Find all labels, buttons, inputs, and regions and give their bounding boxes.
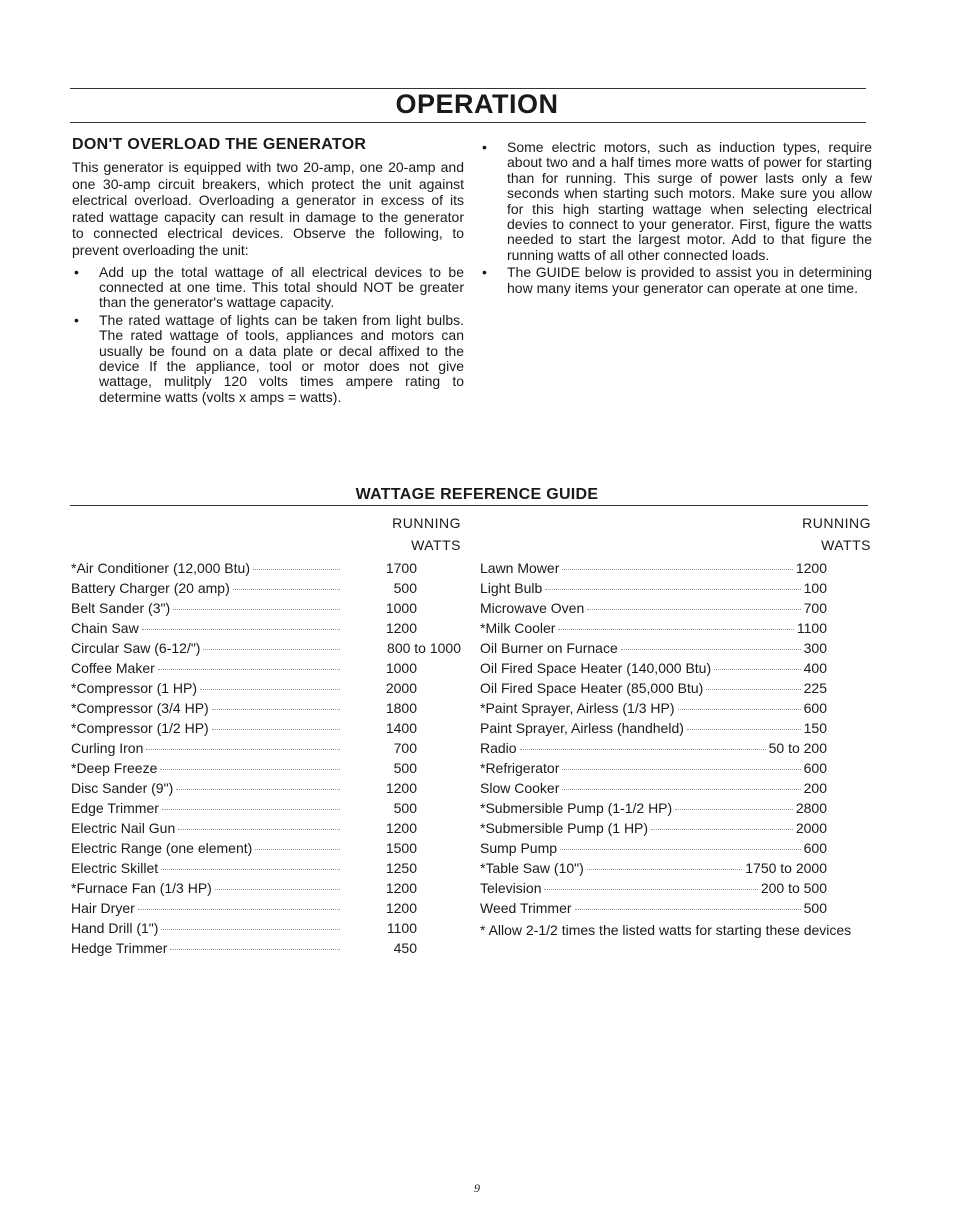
table-row	[480, 600, 871, 620]
table-row	[71, 560, 461, 580]
table-row	[71, 700, 461, 720]
dot-leader	[176, 789, 340, 790]
table-row	[71, 640, 461, 660]
item-watts: 500	[803, 900, 827, 916]
item-watts: 2000	[385, 680, 417, 696]
table-row	[480, 640, 871, 660]
item-watts: 500	[393, 800, 417, 816]
item-watts: 1250	[385, 860, 417, 876]
dot-leader	[678, 709, 801, 710]
item-name: Curling Iron	[71, 740, 144, 756]
item-name: Electric Range (one element)	[71, 840, 253, 856]
guide-title: WATTAGE REFERENCE GUIDE	[355, 486, 599, 503]
table-row	[71, 620, 461, 640]
table-row	[480, 780, 871, 800]
item-name: Paint Sprayer, Airless (handheld)	[480, 720, 684, 736]
item-watts: 300	[803, 640, 827, 656]
dot-leader	[714, 669, 801, 670]
item-watts: 450	[393, 940, 417, 956]
item-watts: 500	[393, 760, 417, 776]
item-name: Microwave Oven	[480, 600, 585, 616]
dot-leader	[520, 749, 766, 750]
item-watts: 1750 to 2000	[745, 860, 827, 876]
list-item: • Add up the total wattage of all electrical devices to be connected at one time. This total should NOT be greater than the generator's wattage capacity.	[74, 263, 464, 311]
dot-leader	[173, 609, 340, 610]
item-name: Chain Saw	[71, 620, 139, 636]
starting-note: * Allow 2-1/2 times the listed watts for starting these devices	[480, 922, 852, 938]
list-item: • The GUIDE below is provided to assist you in determining how many items your generator can operate at one time.	[482, 264, 872, 296]
item-watts: 1200	[795, 560, 827, 576]
wattage-table-right	[480, 512, 871, 939]
left-column	[72, 136, 464, 407]
column-header-running: RUNNING	[392, 515, 461, 531]
dot-leader	[587, 869, 742, 870]
dot-leader	[575, 909, 801, 910]
dot-leader	[161, 929, 340, 930]
item-name: Edge Trimmer	[71, 800, 159, 816]
item-name: Weed Trimmer	[480, 900, 572, 916]
dot-leader	[138, 909, 340, 910]
item-name: Hedge Trimmer	[71, 940, 168, 956]
item-name: *Refrigerator	[480, 760, 560, 776]
dot-leader	[706, 689, 800, 690]
table-row	[480, 620, 871, 640]
item-watts: 1200	[385, 780, 417, 796]
item-name: Battery Charger (20 amp)	[71, 580, 230, 596]
item-name: Slow Cooker	[480, 780, 560, 796]
right-bullet-list	[480, 140, 872, 296]
column-header-watts: WATTS	[821, 537, 871, 553]
right-rows	[480, 560, 871, 920]
bullet-icon: •	[74, 311, 79, 328]
dot-leader	[161, 869, 340, 870]
dot-leader	[253, 569, 340, 570]
dot-leader	[255, 849, 340, 850]
dot-leader	[651, 829, 793, 830]
dot-leader	[545, 589, 800, 590]
item-name: *Submersible Pump (1-1/2 HP)	[480, 800, 673, 816]
table-row	[71, 660, 461, 680]
item-name: Electric Skillet	[71, 860, 159, 876]
dot-leader	[158, 669, 340, 670]
dot-leader	[178, 829, 340, 830]
list-item: • The rated wattage of lights can be taken from light bulbs. The rated wattage of tools, appliances and motors can usually be found on a data plate or decal affixed to the device If the appliance, tool or motor does not give wattage, mulitply 120 volts times ampere rating to determine watts (volts x amps = watts).	[74, 311, 464, 405]
table-row	[480, 740, 871, 760]
item-watts: 700	[803, 600, 827, 616]
table-row	[480, 900, 871, 920]
table-row	[480, 840, 871, 860]
section-heading: DON'T OVERLOAD THE GENERATOR	[72, 136, 367, 153]
dot-leader	[621, 649, 801, 650]
item-name: Hand Drill (1")	[71, 920, 159, 936]
dot-leader	[162, 809, 340, 810]
item-watts: 2000	[795, 820, 827, 836]
item-watts: 1200	[385, 900, 417, 916]
table-row	[71, 600, 461, 620]
right-column	[480, 140, 872, 298]
table-row	[71, 740, 461, 760]
title-rule	[70, 122, 866, 123]
dot-leader	[203, 649, 340, 650]
item-watts: 1000	[385, 660, 417, 676]
item-watts: 50 to 200	[768, 740, 827, 756]
item-watts: 600	[803, 760, 827, 776]
table-row	[480, 560, 871, 580]
item-name: *Compressor (1/2 HP)	[71, 720, 209, 736]
item-watts: 700	[393, 740, 417, 756]
dot-leader	[562, 769, 800, 770]
left-bullet-list	[72, 265, 464, 406]
table-row	[480, 860, 871, 880]
item-name: *Air Conditioner (12,000 Btu)	[71, 560, 250, 576]
item-watts: 500	[393, 580, 417, 596]
table-row	[71, 680, 461, 700]
left-rows	[71, 560, 461, 960]
table-row	[71, 940, 461, 960]
item-name: Oil Fired Space Heater (85,000 Btu)	[480, 680, 704, 696]
item-watts: 400	[803, 660, 827, 676]
table-row	[71, 580, 461, 600]
table-row	[71, 860, 461, 880]
column-header-watts: WATTS	[411, 537, 461, 553]
bullet-icon: •	[482, 264, 487, 281]
item-watts: 1100	[796, 620, 827, 636]
item-watts: 200	[803, 780, 827, 796]
table-row	[71, 720, 461, 740]
table-row	[480, 700, 871, 720]
intro-paragraph: This generator is equipped with two 20-amp, one 20-amp and one 30-amp circuit breakers, which protect the unit against electrical overload. Overloading a generator in excess of its rated wattage capacity can result in damage to the generator to connected electrical devices. Observe the following, to prevent overloading the unit:	[72, 159, 464, 258]
item-watts: 150	[803, 720, 827, 736]
item-watts: 200 to 500	[760, 880, 827, 896]
item-watts: 600	[803, 840, 827, 856]
table-row	[480, 800, 871, 820]
item-name: Oil Burner on Furnace	[480, 640, 618, 656]
item-watts: 100	[803, 580, 827, 596]
dot-leader	[142, 629, 340, 630]
item-name: *Paint Sprayer, Airless (1/3 HP)	[480, 700, 675, 716]
item-watts: 1400	[385, 720, 417, 736]
dot-leader	[160, 769, 340, 770]
table-row	[480, 680, 871, 700]
item-watts: 1800	[385, 700, 417, 716]
item-watts: 1200	[385, 880, 417, 896]
dot-leader	[562, 569, 792, 570]
table-row	[71, 780, 461, 800]
dot-leader	[562, 789, 800, 790]
item-name: Sump Pump	[480, 840, 558, 856]
item-name: *Compressor (1 HP)	[71, 680, 198, 696]
dot-leader	[544, 889, 757, 890]
table-row	[480, 580, 871, 600]
item-name: *Table Saw (10")	[480, 860, 584, 876]
dot-leader	[170, 949, 340, 950]
item-name: Television	[480, 880, 542, 896]
dot-leader	[200, 689, 340, 690]
item-name: Belt Sander (3")	[71, 600, 171, 616]
item-name: Radio	[480, 740, 517, 756]
item-name: Oil Fired Space Heater (140,000 Btu)	[480, 660, 712, 676]
bullet-icon: •	[74, 263, 79, 280]
table-row	[480, 820, 871, 840]
list-item: • Some electric motors, such as induction types, require about two and a half times more watts of power for starting than for running. This surge of power lasts only a few seconds when starting such motors. Make sure you allow for this high starting wattage when selecting electrical devies to connect to your generator. First, figure the watts needed to start the largest motor. Add to that figure the running watts of all other connected loads.	[482, 139, 872, 263]
item-name: *Deep Freeze	[71, 760, 158, 776]
item-name: *Compressor (3/4 HP)	[71, 700, 209, 716]
item-name: Light Bulb	[480, 580, 543, 596]
item-watts: 1200	[385, 820, 417, 836]
item-watts: 1700	[385, 560, 417, 576]
dot-leader	[558, 629, 793, 630]
item-name: Electric Nail Gun	[71, 820, 176, 836]
item-watts: 600	[803, 700, 827, 716]
dot-leader	[212, 729, 340, 730]
table-row	[71, 800, 461, 820]
column-header-running: RUNNING	[802, 515, 871, 531]
bullet-icon: •	[482, 139, 487, 155]
item-name: Disc Sander (9")	[71, 780, 174, 796]
guide-rule	[70, 505, 868, 506]
item-name: *Milk Cooler	[480, 620, 556, 636]
table-row	[480, 720, 871, 740]
table-row	[71, 920, 461, 940]
dot-leader	[675, 809, 793, 810]
item-watts: 1000	[385, 600, 417, 616]
dot-leader	[215, 889, 340, 890]
item-watts: 1500	[385, 840, 417, 856]
wattage-table-left	[71, 512, 461, 960]
table-row	[71, 760, 461, 780]
page-title: OPERATION	[395, 89, 559, 119]
dot-leader	[233, 589, 340, 590]
dot-leader	[587, 609, 800, 610]
table-row	[480, 660, 871, 680]
item-watts: 1200	[385, 620, 417, 636]
item-watts: 1100	[386, 920, 417, 936]
item-watts: 225	[803, 680, 827, 696]
dot-leader	[146, 749, 340, 750]
table-row	[480, 880, 871, 900]
item-watts: 2800	[795, 800, 827, 816]
table-row	[71, 880, 461, 900]
dot-leader	[560, 849, 801, 850]
table-row	[71, 840, 461, 860]
item-name: Coffee Maker	[71, 660, 155, 676]
item-name: *Submersible Pump (1 HP)	[480, 820, 649, 836]
item-name: Hair Dryer	[71, 900, 135, 916]
table-row	[71, 820, 461, 840]
item-name: Lawn Mower	[480, 560, 560, 576]
item-name: Circular Saw (6-12/")	[71, 640, 201, 656]
item-name: *Furnace Fan (1/3 HP)	[71, 880, 212, 896]
table-row	[480, 760, 871, 780]
dot-leader	[687, 729, 801, 730]
table-row	[71, 900, 461, 920]
item-watts: 800 to 1000	[387, 640, 461, 656]
dot-leader	[212, 709, 340, 710]
page-number: 9	[474, 1181, 480, 1195]
